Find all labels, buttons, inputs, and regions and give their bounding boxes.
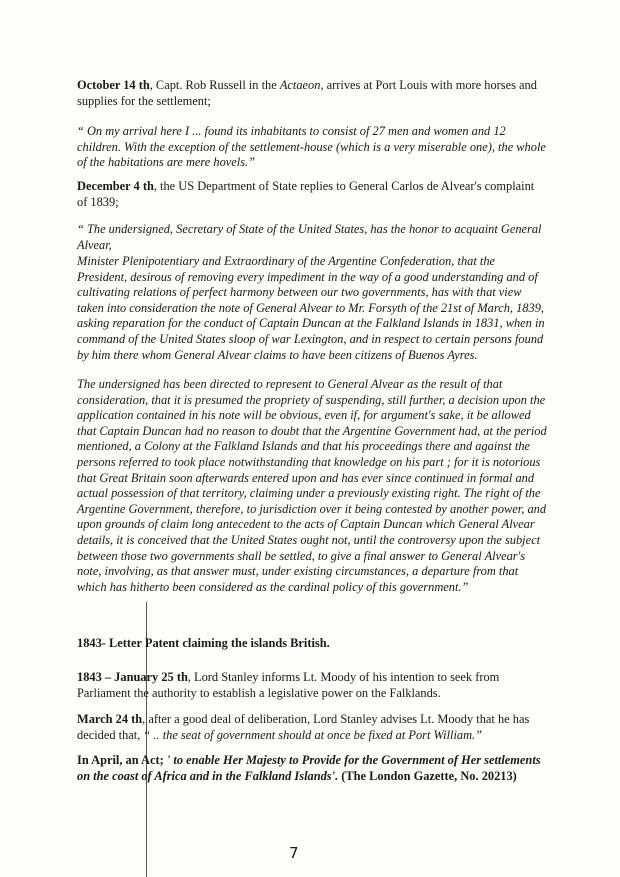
- ship-name: Actaeon,: [279, 78, 324, 92]
- entry-date: December 4 th: [77, 179, 154, 193]
- quote-october-14: “ On my arrival here I ... found its inhabitants to consist of 27 men and women and 12 children. With the exception of the settlement-house (which is a very miserable one), the whole of the habitations are mere hovels.”: [77, 124, 546, 170]
- entry-january-25: 1843 – January 25 th, Lord Stanley informs Lt. Moody of his intention to seek from Parliament the authority to establish a legislative power on the Falklands.: [77, 670, 500, 700]
- entry-april: In April, an Act; ' to enable Her Majesty to Provide for the Government of Her settlements on the coast of Africa and in the Falkland Islands'. (The London Gazette, No. 20213): [77, 753, 541, 783]
- quote-december-4-part-2: Minister Plenipotentiary and Extraordinary of the Argentine Confederation, that the President, desirous of removing every impediment in the way of a good understanding and of cultivating relations of perfect harmony between our two governments, has with that view taken into consideration the note of General Alvear to Mr. Forsyth of the 21st of March, 1839, asking reparation for the conduct of Captain Duncan at the Falkland Islands in 1831, when in command of the United States sloop of war Lexington, and in respect to certain persons found by him there whom General Alvear claims to have been citizens of Buenos Ayres.: [77, 254, 545, 362]
- gazette-reference: (The London Gazette, No. 20213): [338, 768, 517, 783]
- page-number: 7: [289, 844, 299, 862]
- entry-december-4: December 4 th, the US Department of State replies to General Carlos de Alvear's complaint of 1839;: [77, 179, 535, 209]
- entry-march-24: March 24 th, after a good deal of deliberation, Lord Stanley advises Lt. Moody that he has decided that, “ .. the seat of government should at once be fixed at Port William.”: [77, 712, 530, 742]
- quote-march-24: “ .. the seat of government should at once be fixed at Port William.”: [143, 727, 483, 742]
- act-title: ' to enable Her Majesty to Provide for the Government of Her settlements on the coast of Africa and in the Falkland Islands'.: [77, 753, 541, 783]
- quote-december-4-part-1: “ The undersigned, Secretary of State of the United States, has the honor to acquaint General Alvear,: [77, 222, 542, 252]
- entry-october-14: October 14 th, Capt. Rob Russell in the Actaeon, arrives at Port Louis with more horses and supplies for the settlement;: [77, 78, 537, 108]
- quote-december-4-part-3: The undersigned has been directed to represent to General Alvear as the result of that consideration, that it is presumed the propriety of suspending, still further, a decision upon the application contained in his note will be obvious, even if, for argument's sake, it be allowed that Captain Duncan had no reason to doubt that the Argentine Government had, at the period mentioned, a Colony at the Falkland Islands and that his proceedings there and against the persons referred to took place notwithstanding that knowledge on his part ; for it is notorious that Great Britain soon afterwards entered upon and has ever since continued in formal and actual possession of that territory, claiming under a previously existing right. The right of the Argentine Government, therefore, to jurisdiction over it being contested by another power, and upon grounds of claim long antecedent to the acts of Captain Duncan which General Alvear details, it is conceived that the United States ought not, until the controversy upon the subject between those two governments shall be settled, to give a final answer to General Alvear's note, involving, as that answer must, under existing circumstances, a departure from that which has hitherto been considered as the cardinal policy of this government.”: [77, 377, 547, 594]
- entry-date: March 24 th: [77, 712, 143, 726]
- entry-date: October 14 th: [77, 78, 150, 92]
- entry-date: 1843 – January 25 th: [77, 670, 188, 684]
- section-heading-1843: 1843- Letter Patent claiming the islands British.: [77, 636, 330, 650]
